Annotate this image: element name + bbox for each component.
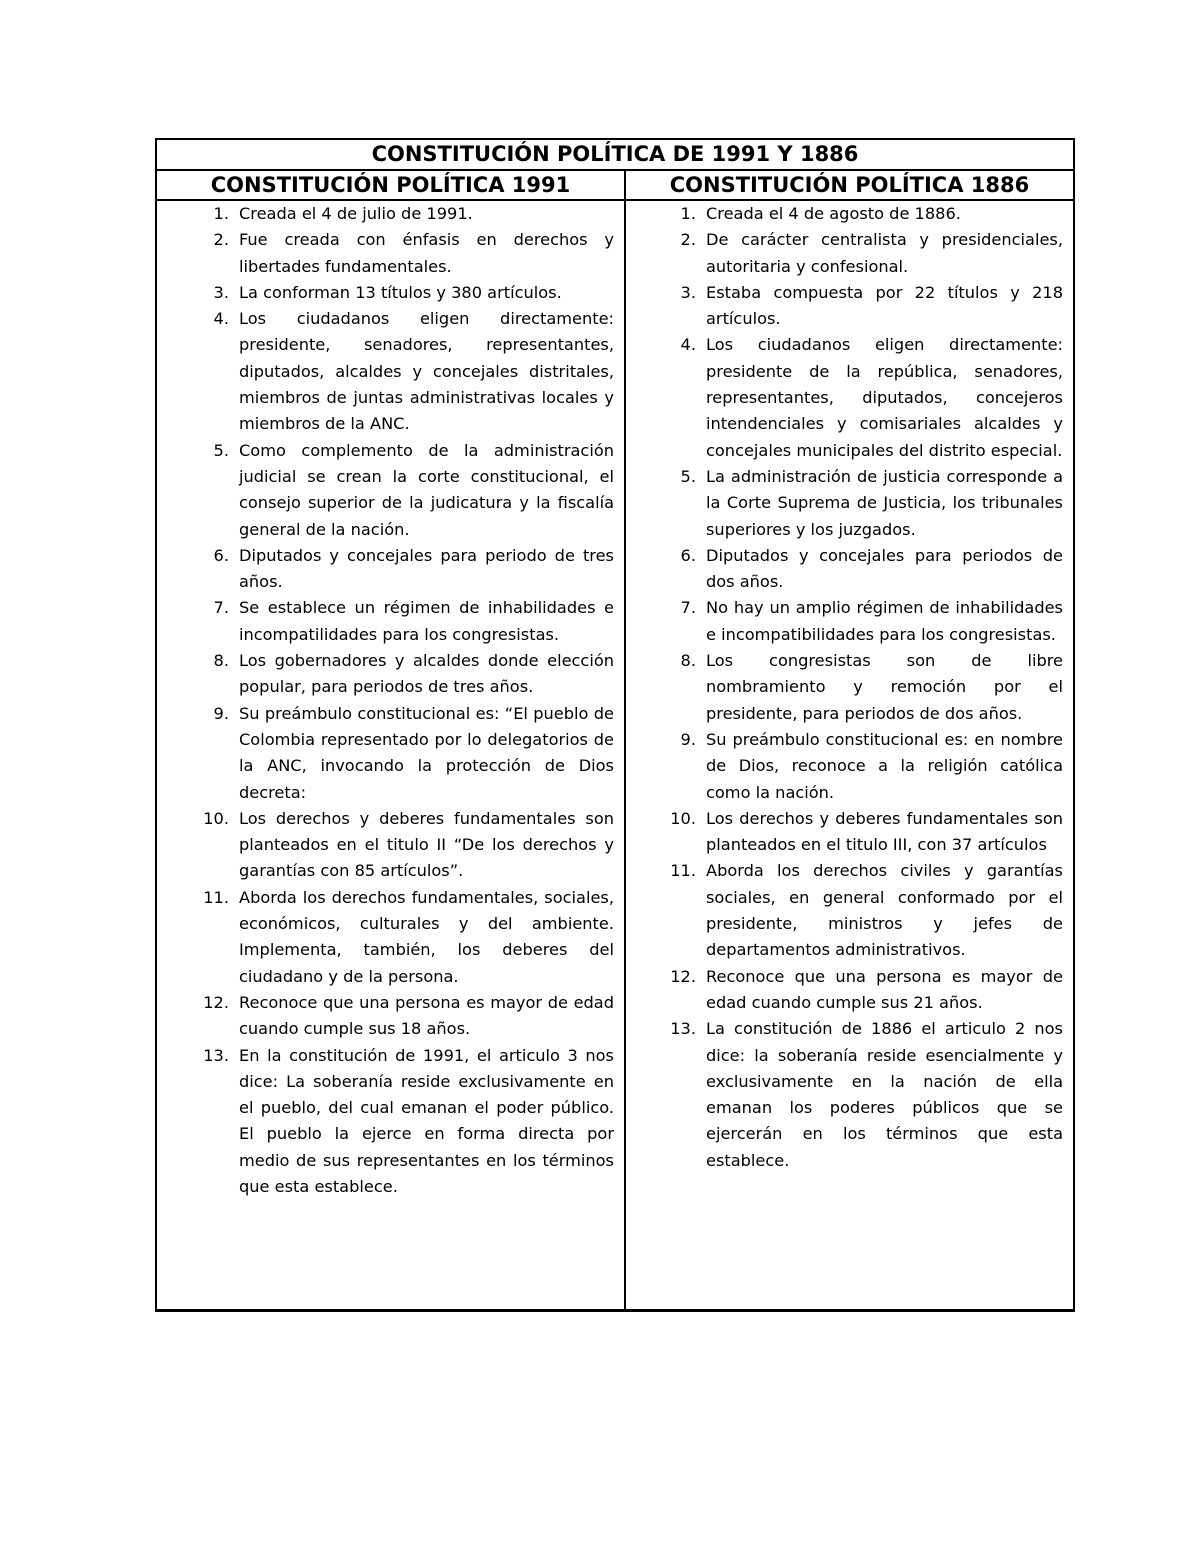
table-title: CONSTITUCIÓN POLÍTICA DE 1991 Y 1886 xyxy=(156,139,1074,170)
item-number: 4. xyxy=(680,335,696,355)
list-item xyxy=(626,727,1063,806)
list-item xyxy=(157,648,614,701)
list-item xyxy=(157,990,614,1043)
item-text: Fue creada con énfasis en derechos y libertades fundamentales. xyxy=(239,230,614,276)
table-body-row xyxy=(156,200,1074,1311)
list-item xyxy=(626,201,1063,227)
list-item xyxy=(157,280,614,306)
list-item xyxy=(626,332,1063,463)
item-text: La conforman 13 títulos y 380 artículos. xyxy=(239,282,562,302)
item-number: 13. xyxy=(670,1019,696,1039)
list-item xyxy=(157,543,614,596)
column-1991-cell xyxy=(156,200,625,1311)
item-number: 8. xyxy=(213,651,229,671)
item-number: 5. xyxy=(213,440,229,460)
item-text: La constitución de 1886 el articulo 2 nos dice: la soberanía reside esencialmente y exclusivamente en la nación de ella emanan los poderes públicos que se ejercerán en los términos que esta establece. xyxy=(706,1019,1063,1170)
item-text: En la constitución de 1991, el articulo 3 nos dice: La soberanía reside exclusivamente en el pueblo, del cual emanan el poder público. El pueblo la ejerce en forma directa por medio de sus representantes en los términos que esta establece. xyxy=(239,1045,614,1196)
column-header-1991: CONSTITUCIÓN POLÍTICA 1991 xyxy=(156,170,625,200)
item-text: Los derechos y deberes fundamentales son planteados en el titulo III, con 37 artículos xyxy=(706,808,1063,855)
item-number: 6. xyxy=(680,545,696,565)
item-number: 13. xyxy=(203,1045,229,1065)
item-text: La administración de justicia corresponde a la Corte Suprema de Justicia, los tribunales superiores y los juzgados. xyxy=(706,466,1063,539)
item-number: 9. xyxy=(213,703,229,723)
list-item xyxy=(626,1016,1063,1174)
item-text: Como complemento de la administración judicial se crean la corte constitucional, el consejo superior de la judicatura y la fiscalía general de la nación. xyxy=(239,440,614,539)
item-number: 1. xyxy=(213,204,229,223)
item-number: 7. xyxy=(213,598,229,618)
item-number: 10. xyxy=(670,808,696,828)
table-header-row xyxy=(156,170,1074,200)
comparison-table xyxy=(155,138,1075,1312)
column-1886-cell xyxy=(625,200,1074,1311)
list-item xyxy=(157,701,614,806)
item-number: 12. xyxy=(203,992,229,1012)
item-number: 11. xyxy=(670,861,696,881)
item-number: 2. xyxy=(213,230,229,250)
list-item xyxy=(626,858,1063,963)
item-text: De carácter centralista y presidenciales, autoritaria y confesional. xyxy=(706,230,1063,276)
item-text: Creada el 4 de julio de 1991. xyxy=(239,204,473,223)
item-number: 10. xyxy=(203,808,229,828)
item-text: Los derechos y deberes fundamentales son planteados en el titulo II “De los derechos y garantías con 85 artículos”. xyxy=(239,808,614,881)
item-number: 9. xyxy=(680,729,696,749)
list-item xyxy=(626,227,1063,280)
item-number: 11. xyxy=(203,887,229,907)
item-number: 5. xyxy=(680,466,696,486)
item-number: 7. xyxy=(680,598,696,618)
item-text: Los congresistas son de libre nombramiento y remoción por el presidente, para periodos de dos años. xyxy=(706,651,1063,723)
item-text: Su preámbulo constitucional es: “El pueblo de Colombia representado por lo delegatorios de la ANC, invocando la protección de Dios decreta: xyxy=(239,703,614,802)
column-header-1886: CONSTITUCIÓN POLÍTICA 1886 xyxy=(625,170,1074,200)
list-item xyxy=(626,595,1063,648)
list-item xyxy=(157,201,614,227)
item-text: Aborda los derechos civiles y garantías sociales, en general conformado por el presidente, ministros y jefes de departamentos administrativos. xyxy=(706,861,1063,960)
list-item xyxy=(157,227,614,280)
item-text: Aborda los derechos fundamentales, sociales, económicos, culturales y del ambiente. Implementa, también, los deberes del ciudadano y de la persona. xyxy=(239,887,614,986)
item-text: Diputados y concejales para periodo de tres años. xyxy=(239,545,614,592)
item-number: 2. xyxy=(680,230,696,250)
item-number: 3. xyxy=(680,282,696,302)
list-1991 xyxy=(157,201,624,1200)
item-number: 8. xyxy=(680,651,696,671)
list-item xyxy=(157,806,614,885)
list-1886 xyxy=(626,201,1073,1174)
item-text: Reconoce que una persona es mayor de edad cuando cumple sus 18 años. xyxy=(239,992,614,1039)
list-item xyxy=(157,438,614,543)
list-item xyxy=(626,964,1063,1017)
list-item xyxy=(157,595,614,648)
list-item xyxy=(157,885,614,990)
item-text: Creada el 4 de agosto de 1886. xyxy=(706,204,961,223)
item-text: Los ciudadanos eligen directamente: presidente de la república, senadores, representantes, diputados, concejeros intendenciales y comisariales alcaldes y concejales municipales del distrito especial. xyxy=(706,335,1063,460)
item-number: 1. xyxy=(680,204,696,223)
item-text: Los ciudadanos eligen directamente: presidente, senadores, representantes, diputados, alcaldes y concejales distritales, miembros de juntas administrativas locales y miembros de la ANC. xyxy=(239,309,614,434)
list-item xyxy=(157,306,614,437)
item-text: Los gobernadores y alcaldes donde elección popular, para periodos de tres años. xyxy=(239,651,614,697)
item-text: Reconoce que una persona es mayor de edad cuando cumple sus 21 años. xyxy=(706,966,1063,1012)
item-text: No hay un amplio régimen de inhabilidades e incompatibilidades para los congresistas. xyxy=(706,598,1063,644)
item-text: Diputados y concejales para periodos de dos años. xyxy=(706,545,1063,592)
list-item xyxy=(157,1043,614,1201)
list-item xyxy=(626,806,1063,859)
item-text: Se establece un régimen de inhabilidades e incompatilidades para los congresistas. xyxy=(239,598,614,644)
table-title-row xyxy=(156,139,1074,170)
list-item xyxy=(626,464,1063,543)
item-text: Su preámbulo constitucional es: en nombre de Dios, reconoce a la religión católica como la nación. xyxy=(706,729,1063,802)
list-item xyxy=(626,543,1063,596)
item-number: 6. xyxy=(213,545,229,565)
item-number: 12. xyxy=(670,966,696,986)
list-item xyxy=(626,280,1063,333)
item-number: 4. xyxy=(213,309,229,329)
item-text: Estaba compuesta por 22 títulos y 218 artículos. xyxy=(706,282,1063,329)
list-item xyxy=(626,648,1063,727)
item-number: 3. xyxy=(213,282,229,302)
